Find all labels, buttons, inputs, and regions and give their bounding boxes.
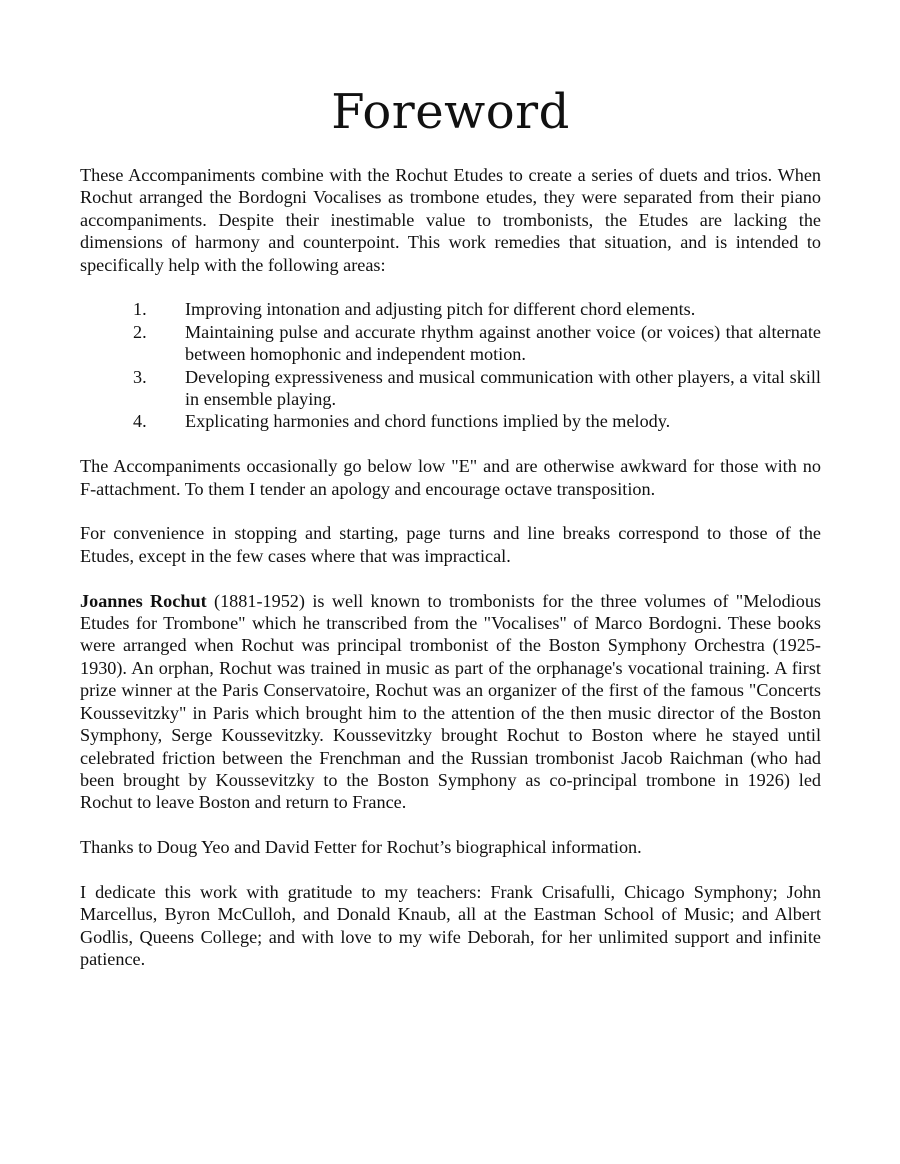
list-item-text: Explicating harmonies and chord functions implied by the melody. bbox=[185, 411, 671, 432]
page-title: Foreword bbox=[331, 84, 570, 140]
list-item bbox=[80, 366, 821, 411]
areas-list bbox=[80, 298, 821, 432]
list-item-number: 4. bbox=[133, 411, 147, 432]
list-item bbox=[80, 298, 821, 320]
list-item bbox=[80, 321, 821, 366]
list-item-text: Maintaining pulse and accurate rhythm against another voice (or voices) that alternate between homophonic and independent motion. bbox=[185, 321, 821, 365]
list-item-text: Improving intonation and adjusting pitch for different chord elements. bbox=[185, 299, 696, 320]
list-item-text: Developing expressiveness and musical communication with other players, a vital skill in ensemble playing. bbox=[185, 366, 821, 410]
list-item-number: 3. bbox=[133, 366, 147, 387]
biography-paragraph bbox=[80, 590, 821, 814]
list-item-number: 1. bbox=[133, 299, 147, 320]
list-item bbox=[80, 410, 821, 432]
foreword-page bbox=[80, 82, 821, 993]
biography-name: Joannes Rochut bbox=[80, 590, 207, 611]
dedication-paragraph: I dedicate this work with gratitude to my teachers: Frank Crisafulli, Chicago Symphony; John Marcellus, Byron McCulloh, and Donald Knaub, all at the Eastman School of Music; and Albert Godlis, Queens College; and with love to my wife Deborah, for her unlimited support and infinite patience. bbox=[80, 881, 821, 970]
thanks-paragraph: Thanks to Doug Yeo and David Fetter for Rochut’s biographical information. bbox=[80, 837, 642, 858]
intro-paragraph: These Accompaniments combine with the Rochut Etudes to create a series of duets and trios. When Rochut arranged the Bordogni Vocalises as trombone etudes, they were separated from their piano accompaniments. Despite their inestimable value to trombonists, the Etudes are lacking the dimensions of harmony and counterpoint. This work remedies that situation, and is intended to specifically help with the following areas: bbox=[80, 165, 821, 275]
biography-text: (1881-1952) is well known to trombonists for the three volumes of "Melodious Etudes for Trombone" which he transcribed from the "Vocalises" of Marco Bordogni. These books were arranged when Rochut was principal trombonist of the Boston Symphony Orchestra (1925-1930). An orphan, Rochut was trained in music as part of the orphanage's vocational training. A first prize winner at the Paris Conservatoire, Rochut was an organizer of the first of the famous "Concerts Koussevitzky" in Paris which brought him to the attention of the then music director of the Boston Symphony, Serge Koussevitzky. Koussevitzky brought Rochut to Boston where he stayed until celebrated friction between the Frenchman and the Russian trombonist Jacob Raichman (who had been brought by Koussevitzky to the Boston Symphony as co-principal trombone in 1926) led Rochut to leave Boston and return to France. bbox=[80, 590, 821, 813]
list-item-number: 2. bbox=[133, 321, 147, 342]
convenience-paragraph: For convenience in stopping and starting, page turns and line breaks correspond to those of the Etudes, except in the few cases where that was impractical. bbox=[80, 523, 821, 566]
range-paragraph: The Accompaniments occasionally go below low "E" and are otherwise awkward for those with no F-attachment. To them I tender an apology and encourage octave transposition. bbox=[80, 456, 821, 499]
